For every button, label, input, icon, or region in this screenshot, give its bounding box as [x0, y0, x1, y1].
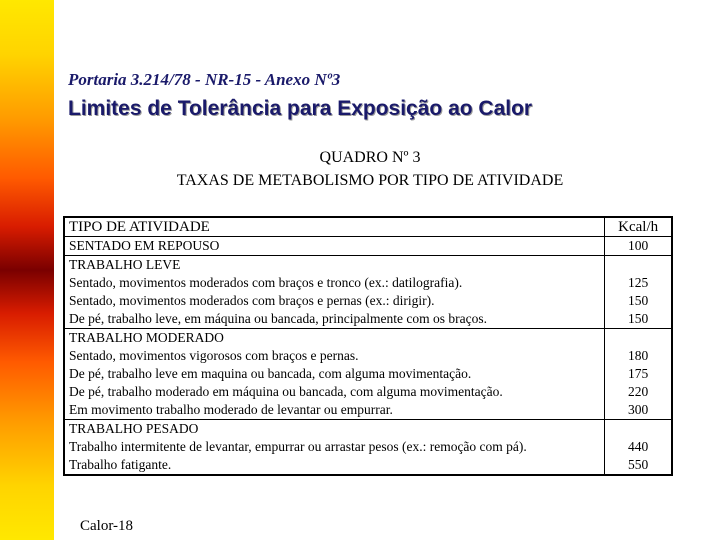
kcal-value: 220	[628, 384, 649, 399]
kcal-value: 550	[628, 457, 649, 472]
kcal-value: 440	[628, 439, 649, 454]
activity-label: Em movimento trabalho moderado de levantar ou empurrar.	[69, 402, 393, 417]
kcal-value: 300	[628, 402, 649, 417]
quadro-caption: TAXAS DE METABOLISMO POR TIPO DE ATIVIDADE	[176, 172, 564, 189]
activity-label: De pé, trabalho leve, em máquina ou bancada, principalmente com os braços.	[69, 311, 487, 326]
decorative-side-bar	[0, 0, 54, 540]
table-row	[64, 237, 672, 256]
activity-label: Sentado, movimentos vigorosos com braços e pernas.	[69, 348, 359, 363]
subtitle: Portaria 3.214/78 - NR-15 - Anexo Nº3	[68, 70, 341, 89]
kcal-value: 180	[628, 348, 649, 363]
activity-label: De pé, trabalho leve em maquina ou bancada, com alguma movimentação.	[69, 366, 472, 381]
kcal-value: 150	[628, 311, 649, 326]
table-group-leve	[64, 256, 672, 329]
table-group-moderado	[64, 329, 672, 420]
group-header-leve: TRABALHO LEVE	[69, 257, 181, 272]
kcal-value: 125	[628, 275, 649, 290]
group-header-moderado: TRABALHO MODERADO	[69, 330, 224, 345]
column-header-activity: TIPO DE ATIVIDADE	[64, 217, 605, 237]
row-label-sentado-repouso: SENTADO EM REPOUSO	[64, 237, 605, 256]
quadro-heading	[60, 146, 680, 192]
table-group-pesado	[64, 420, 672, 476]
table-header-row	[64, 217, 672, 237]
activity-label: De pé, trabalho moderado em máquina ou bancada, com alguma movimentação.	[69, 384, 503, 399]
activity-label: Trabalho fatigante.	[69, 457, 172, 472]
page-title: Limites de Tolerância para Exposição ao Calor	[68, 97, 533, 120]
kcal-value: 150	[628, 293, 649, 308]
quadro-number: QUADRO Nº 3	[319, 149, 421, 166]
activity-label: Sentado, movimentos moderados com braços e pernas (ex.: dirigir).	[69, 293, 435, 308]
slide-footer: Calor-18	[80, 518, 134, 534]
activity-label: Trabalho intermitente de levantar, empurrar ou arrastar pesos (ex.: remoção com pá).	[69, 439, 527, 454]
group-header-pesado: TRABALHO PESADO	[69, 421, 199, 436]
row-value-sentado-repouso: 100	[605, 237, 672, 256]
activity-label: Sentado, movimentos moderados com braços e tronco (ex.: datilografia).	[69, 275, 463, 290]
column-header-kcal: Kcal/h	[605, 217, 672, 237]
kcal-value: 175	[628, 366, 649, 381]
metabolism-table	[63, 216, 673, 476]
